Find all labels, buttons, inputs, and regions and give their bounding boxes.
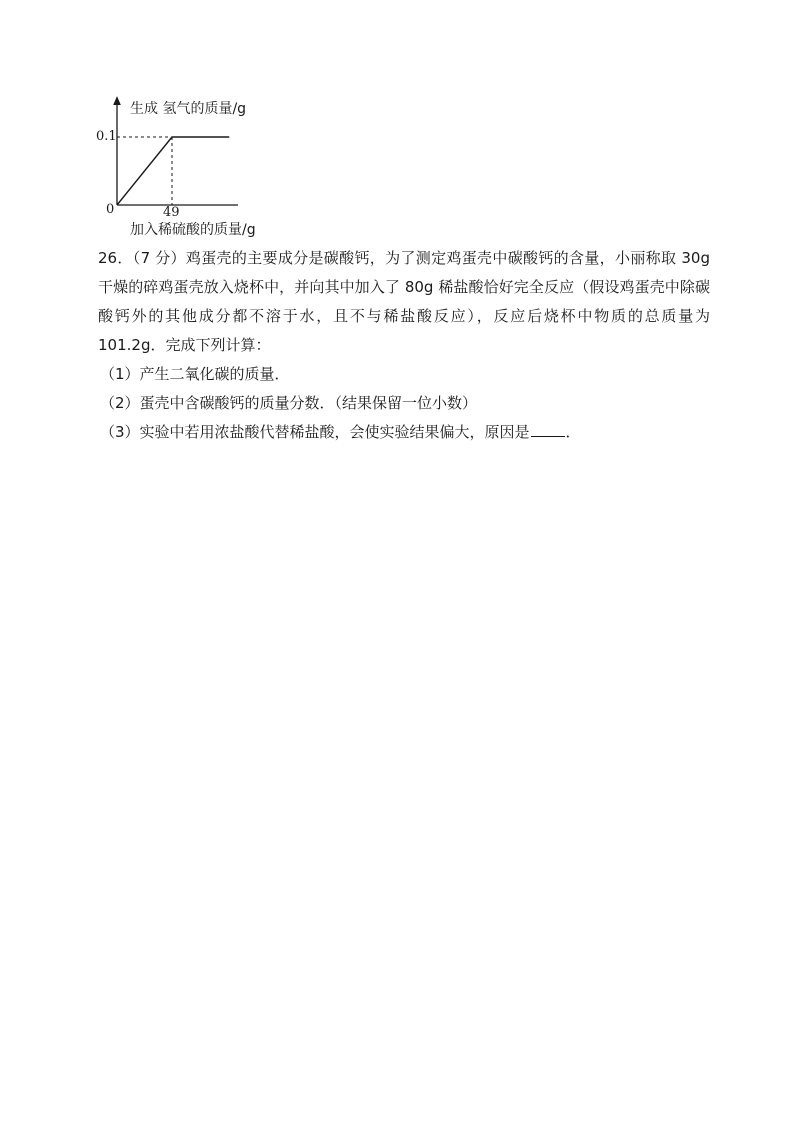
sub-question-1: （1）产生二氧化碳的质量．	[100, 365, 290, 383]
hydrogen-mass-graph	[90, 92, 270, 242]
x-axis-label: 加入稀硫酸的质量/g	[130, 222, 256, 238]
sub-question-3	[100, 418, 710, 447]
question-number: 26．	[98, 249, 133, 267]
data-line-segment-1	[117, 137, 172, 205]
question-stem	[98, 244, 710, 360]
sub-question-3-text: （3）实验中若用浓盐酸代替稀盐酸，会使实验结果偏大，原因是	[100, 423, 530, 441]
origin-label: 0	[106, 202, 115, 217]
answer-blank	[531, 421, 565, 437]
y-tick-label: 0.1	[96, 129, 117, 144]
question-26	[98, 244, 710, 447]
y-axis-label: 生成 氢气的质量/g	[130, 101, 247, 117]
x-tick-label: 49	[163, 205, 180, 220]
question-stem-text: （7 分）鸡蛋壳的主要成分是碳酸钙，为了测定鸡蛋壳中碳酸钙的含量，小丽称取 30g 干燥的碎鸡蛋壳放入烧杯中，并向其中加入了 80g 稀盐酸恰好完全反应（假设鸡蛋壳中除碳酸钙外的其他成分都不溶于水，且不与稀盐酸反应），反应后烧杯中物质的总质量为 101.2g．完成下列计算：	[98, 249, 710, 354]
sub-question-3-end: ．	[565, 423, 581, 441]
sub-question-2: （2）蛋壳中含碳酸钙的质量分数．（结果保留一位小数）	[100, 394, 478, 412]
